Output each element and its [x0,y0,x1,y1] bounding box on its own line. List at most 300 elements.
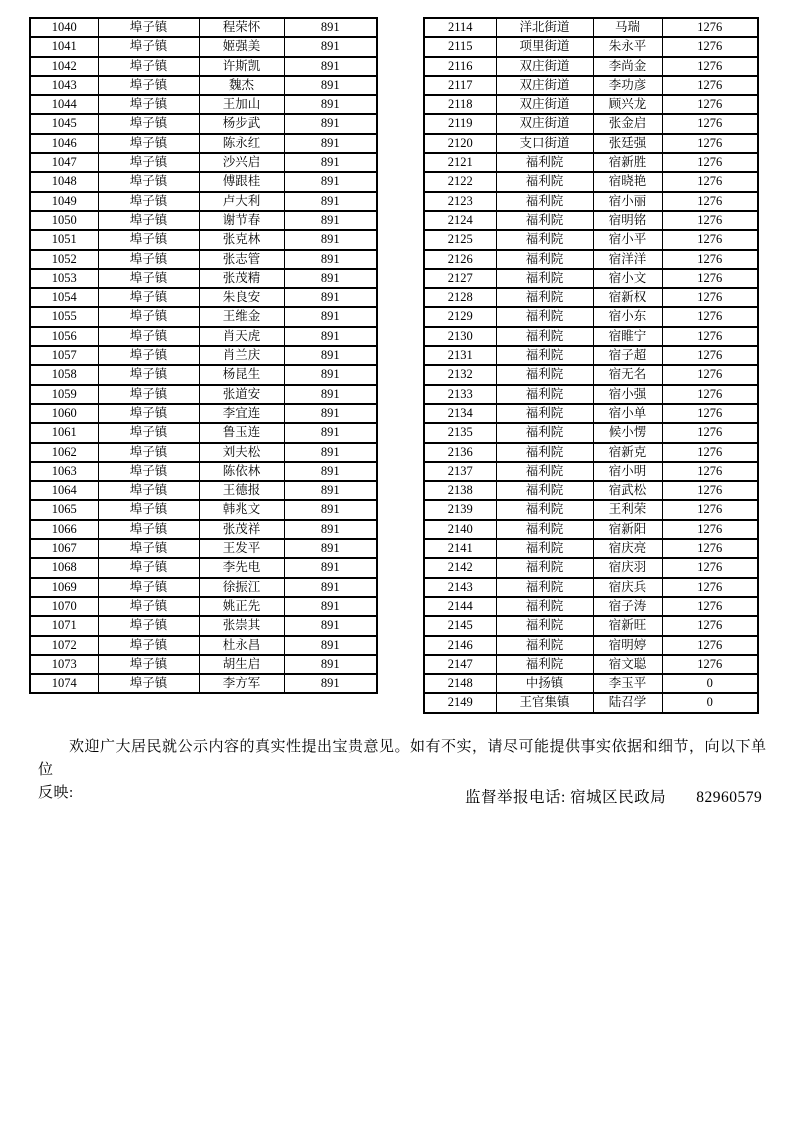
table-row [424,57,758,76]
table-row [424,327,758,346]
table-cell: 1276 [662,481,758,500]
table-cell: 1072 [30,636,98,655]
table-cell: 2145 [424,616,496,635]
table-row [424,655,758,674]
table-cell: 福利院 [496,153,593,172]
table-cell: 宿庆亮 [593,539,662,558]
table-row [424,153,758,172]
table-row [30,134,377,153]
table-row [30,18,377,37]
table-cell: 1276 [662,462,758,481]
table-cell: 福利院 [496,423,593,442]
table-cell: 1276 [662,76,758,95]
table-cell: 卢大利 [199,192,284,211]
table-cell: 2142 [424,558,496,577]
table-cell: 埠子镇 [98,114,199,133]
left-roster-table [29,17,378,694]
table-cell: 杜永昌 [199,636,284,655]
table-cell: 1064 [30,481,98,500]
table-cell: 谢节春 [199,211,284,230]
table-row [424,346,758,365]
table-cell: 891 [284,95,377,114]
table-cell: 1276 [662,346,758,365]
table-cell: 洋北街道 [496,18,593,37]
table-cell: 埠子镇 [98,153,199,172]
table-cell: 1056 [30,327,98,346]
table-cell: 埠子镇 [98,250,199,269]
table-cell: 福利院 [496,462,593,481]
table-cell: 1276 [662,539,758,558]
table-row [30,500,377,519]
table-cell: 福利院 [496,520,593,539]
table-row [424,250,758,269]
table-cell: 1040 [30,18,98,37]
table-cell: 1057 [30,346,98,365]
table-cell: 宿新胜 [593,153,662,172]
table-cell: 891 [284,76,377,95]
table-row [424,211,758,230]
table-cell: 福利院 [496,346,593,365]
table-cell: 顾兴龙 [593,95,662,114]
table-cell: 1276 [662,327,758,346]
table-cell: 891 [284,134,377,153]
table-cell: 福利院 [496,404,593,423]
table-cell: 891 [284,153,377,172]
table-cell: 1055 [30,307,98,326]
table-cell: 福利院 [496,655,593,674]
table-row [424,385,758,404]
table-cell: 1053 [30,269,98,288]
table-cell: 1044 [30,95,98,114]
table-cell: 宿小东 [593,307,662,326]
table-row [424,134,758,153]
table-cell: 王官集镇 [496,693,593,712]
table-cell: 1276 [662,385,758,404]
table-cell: 1054 [30,288,98,307]
table-cell: 2146 [424,636,496,655]
table-row [424,307,758,326]
table-cell: 1276 [662,134,758,153]
table-row [424,558,758,577]
table-row [424,404,758,423]
table-cell: 2141 [424,539,496,558]
table-cell: 2120 [424,134,496,153]
table-cell: 胡生启 [199,655,284,674]
table-cell: 肖天虎 [199,327,284,346]
table-cell: 埠子镇 [98,269,199,288]
notice-line-1: 欢迎广大居民就公示内容的真实性提出宝贵意见。如有不实，请尽可能提供事实依据和细节，向以下单位 [38,739,767,778]
table-cell: 埠子镇 [98,655,199,674]
table-cell: 891 [284,578,377,597]
table-cell: 福利院 [496,539,593,558]
table-cell: 891 [284,655,377,674]
table-cell: 1047 [30,153,98,172]
table-cell: 福利院 [496,327,593,346]
table-cell: 1276 [662,172,758,191]
table-row [424,114,758,133]
table-row [424,693,758,712]
table-cell: 张崇其 [199,616,284,635]
table-cell: 891 [284,423,377,442]
table-row [30,365,377,384]
table-row [424,674,758,693]
table-cell: 891 [284,18,377,37]
table-cell: 2122 [424,172,496,191]
table-cell: 1276 [662,307,758,326]
table-cell: 2121 [424,153,496,172]
table-cell: 双庄街道 [496,95,593,114]
hotline-label: 监督举报电话: 宿城区民政局 [465,789,667,806]
table-cell: 埠子镇 [98,365,199,384]
table-cell: 891 [284,172,377,191]
table-cell: 宿小平 [593,230,662,249]
table-cell: 埠子镇 [98,327,199,346]
table-row [30,269,377,288]
table-cell: 891 [284,250,377,269]
table-cell: 1276 [662,636,758,655]
table-cell: 宿文聪 [593,655,662,674]
table-cell: 1276 [662,18,758,37]
table-cell: 埠子镇 [98,57,199,76]
table-cell: 1041 [30,37,98,56]
table-cell: 2147 [424,655,496,674]
table-cell: 1066 [30,520,98,539]
table-row [30,597,377,616]
table-cell: 1045 [30,114,98,133]
table-cell: 1058 [30,365,98,384]
table-cell: 福利院 [496,481,593,500]
table-cell: 2114 [424,18,496,37]
table-cell: 埠子镇 [98,481,199,500]
table-cell: 1050 [30,211,98,230]
table-cell: 891 [284,57,377,76]
table-cell: 朱良安 [199,288,284,307]
table-cell: 1067 [30,539,98,558]
table-cell: 1049 [30,192,98,211]
table-cell: 刘夫松 [199,443,284,462]
table-cell: 沙兴启 [199,153,284,172]
table-cell: 2137 [424,462,496,481]
table-cell: 双庄街道 [496,114,593,133]
table-row [424,365,758,384]
table-cell: 1276 [662,288,758,307]
table-cell: 1276 [662,95,758,114]
table-cell: 宿洋洋 [593,250,662,269]
table-cell: 宿武松 [593,481,662,500]
table-cell: 宿小丽 [593,192,662,211]
table-cell: 2138 [424,481,496,500]
table-cell: 1060 [30,404,98,423]
table-row [424,288,758,307]
table-cell: 1276 [662,365,758,384]
table-cell: 福利院 [496,211,593,230]
table-cell: 0 [662,674,758,693]
table-cell: 2118 [424,95,496,114]
table-cell: 1276 [662,192,758,211]
table-cell: 1070 [30,597,98,616]
table-cell: 陈依林 [199,462,284,481]
table-cell: 1043 [30,76,98,95]
table-row [30,443,377,462]
table-row [30,114,377,133]
table-cell: 2133 [424,385,496,404]
table-cell: 张道安 [199,385,284,404]
table-cell: 马瑞 [593,18,662,37]
table-cell: 1276 [662,404,758,423]
table-cell: 王利荣 [593,500,662,519]
table-cell: 张志管 [199,250,284,269]
table-cell: 2130 [424,327,496,346]
hotline-phone: 82960579 [696,789,763,806]
table-row [30,346,377,365]
table-cell: 王发平 [199,539,284,558]
table-cell: 埠子镇 [98,539,199,558]
table-cell: 1276 [662,578,758,597]
table-cell: 宿新阳 [593,520,662,539]
table-row [30,423,377,442]
table-cell: 张克林 [199,230,284,249]
table-cell: 福利院 [496,616,593,635]
table-cell: 福利院 [496,230,593,249]
hotline-row [465,788,762,808]
table-cell: 宿睢宁 [593,327,662,346]
table-cell: 1276 [662,250,758,269]
table-cell: 宿小强 [593,385,662,404]
table-cell: 宿庆兵 [593,578,662,597]
table-row [424,578,758,597]
table-cell: 宿无名 [593,365,662,384]
table-cell: 1042 [30,57,98,76]
table-cell: 宿庆羽 [593,558,662,577]
table-cell: 福利院 [496,172,593,191]
table-row [424,462,758,481]
table-cell: 李先电 [199,558,284,577]
table-row [30,481,377,500]
table-cell: 891 [284,404,377,423]
table-cell: 2124 [424,211,496,230]
table-cell: 1062 [30,443,98,462]
table-row [30,37,377,56]
table-cell: 2148 [424,674,496,693]
table-row [30,288,377,307]
table-cell: 肖兰庆 [199,346,284,365]
table-row [424,423,758,442]
table-cell: 891 [284,385,377,404]
table-row [30,192,377,211]
table-cell: 陆召学 [593,693,662,712]
table-cell: 2126 [424,250,496,269]
table-cell: 2132 [424,365,496,384]
table-cell: 福利院 [496,578,593,597]
table-cell: 2139 [424,500,496,519]
table-row [424,539,758,558]
table-cell: 埠子镇 [98,95,199,114]
table-cell: 宿明婷 [593,636,662,655]
table-cell: 李玉平 [593,674,662,693]
table-row [424,192,758,211]
table-cell: 埠子镇 [98,211,199,230]
table-cell: 宿新权 [593,288,662,307]
table-cell: 程荣怀 [199,18,284,37]
table-cell: 福利院 [496,385,593,404]
table-cell: 891 [284,674,377,693]
table-cell: 1276 [662,114,758,133]
table-row [424,636,758,655]
table-cell: 埠子镇 [98,616,199,635]
table-cell: 2135 [424,423,496,442]
table-row [30,462,377,481]
table-cell: 傅跟桂 [199,172,284,191]
table-row [30,520,377,539]
table-row [30,385,377,404]
table-row [30,327,377,346]
table-cell: 埠子镇 [98,578,199,597]
table-row [424,500,758,519]
table-cell: 埠子镇 [98,230,199,249]
table-cell: 891 [284,365,377,384]
table-cell: 鲁玉连 [199,423,284,442]
table-cell: 张茂祥 [199,520,284,539]
table-cell: 宿小明 [593,462,662,481]
table-cell: 1276 [662,269,758,288]
table-cell: 891 [284,269,377,288]
table-row [30,578,377,597]
table-row [30,539,377,558]
table-cell: 1059 [30,385,98,404]
table-cell: 891 [284,520,377,539]
table-cell: 福利院 [496,365,593,384]
table-cell: 埠子镇 [98,37,199,56]
table-cell: 891 [284,462,377,481]
table-cell: 2117 [424,76,496,95]
table-row [424,269,758,288]
table-cell: 埠子镇 [98,500,199,519]
table-cell: 891 [284,192,377,211]
table-cell: 埠子镇 [98,134,199,153]
table-cell: 2128 [424,288,496,307]
table-cell: 宿子涛 [593,597,662,616]
table-cell: 福利院 [496,558,593,577]
table-cell: 李功彦 [593,76,662,95]
table-cell: 埠子镇 [98,443,199,462]
table-cell: 2123 [424,192,496,211]
table-cell: 福利院 [496,269,593,288]
table-cell: 1276 [662,520,758,539]
table-cell: 2125 [424,230,496,249]
notice-line-2: 反映: [38,785,74,801]
table-cell: 2116 [424,57,496,76]
table-cell: 李尚金 [593,57,662,76]
table-cell: 1065 [30,500,98,519]
table-cell: 2129 [424,307,496,326]
table-cell: 张金启 [593,114,662,133]
table-row [424,597,758,616]
table-cell: 1071 [30,616,98,635]
table-cell: 2115 [424,37,496,56]
table-cell: 埠子镇 [98,346,199,365]
table-cell: 徐振江 [199,578,284,597]
table-cell: 891 [284,616,377,635]
table-row [30,95,377,114]
table-cell: 福利院 [496,288,593,307]
table-row [424,172,758,191]
table-row [30,307,377,326]
table-cell: 891 [284,114,377,133]
table-cell: 埠子镇 [98,76,199,95]
table-cell: 891 [284,288,377,307]
table-cell: 891 [284,307,377,326]
table-cell: 项里街道 [496,37,593,56]
table-row [424,95,758,114]
table-cell: 891 [284,346,377,365]
table-cell: 李方军 [199,674,284,693]
table-row [30,616,377,635]
table-cell: 埠子镇 [98,520,199,539]
table-cell: 福利院 [496,250,593,269]
table-cell: 891 [284,211,377,230]
table-cell: 891 [284,327,377,346]
table-cell: 王德报 [199,481,284,500]
table-cell: 宿新克 [593,443,662,462]
table-cell: 埠子镇 [98,192,199,211]
table-row [424,520,758,539]
table-cell: 宿小文 [593,269,662,288]
table-cell: 埠子镇 [98,597,199,616]
table-cell: 杨昆生 [199,365,284,384]
table-cell: 许斯凯 [199,57,284,76]
table-row [424,443,758,462]
table-cell: 姬强美 [199,37,284,56]
table-cell: 2144 [424,597,496,616]
table-row [424,616,758,635]
table-cell: 891 [284,558,377,577]
table-cell: 宿子超 [593,346,662,365]
table-cell: 埠子镇 [98,172,199,191]
table-row [424,76,758,95]
table-cell: 宿晓艳 [593,172,662,191]
table-cell: 杨步武 [199,114,284,133]
table-cell: 宿小单 [593,404,662,423]
table-cell: 1276 [662,423,758,442]
table-cell: 埠子镇 [98,307,199,326]
table-cell: 1276 [662,37,758,56]
table-cell: 1276 [662,57,758,76]
table-cell: 891 [284,636,377,655]
table-row [30,636,377,655]
table-cell: 891 [284,443,377,462]
table-cell: 1276 [662,655,758,674]
table-cell: 候小愣 [593,423,662,442]
table-row [424,230,758,249]
table-cell: 姚正先 [199,597,284,616]
table-cell: 福利院 [496,443,593,462]
table-cell: 宿明铭 [593,211,662,230]
table-cell: 2143 [424,578,496,597]
table-cell: 0 [662,693,758,712]
table-cell: 1276 [662,558,758,577]
table-cell: 1063 [30,462,98,481]
table-cell: 王维金 [199,307,284,326]
table-cell: 2134 [424,404,496,423]
table-cell: 1276 [662,211,758,230]
table-row [424,18,758,37]
table-cell: 埠子镇 [98,558,199,577]
table-cell: 2140 [424,520,496,539]
table-cell: 张茂精 [199,269,284,288]
table-row [30,404,377,423]
table-cell: 1276 [662,153,758,172]
table-cell: 宿新旺 [593,616,662,635]
